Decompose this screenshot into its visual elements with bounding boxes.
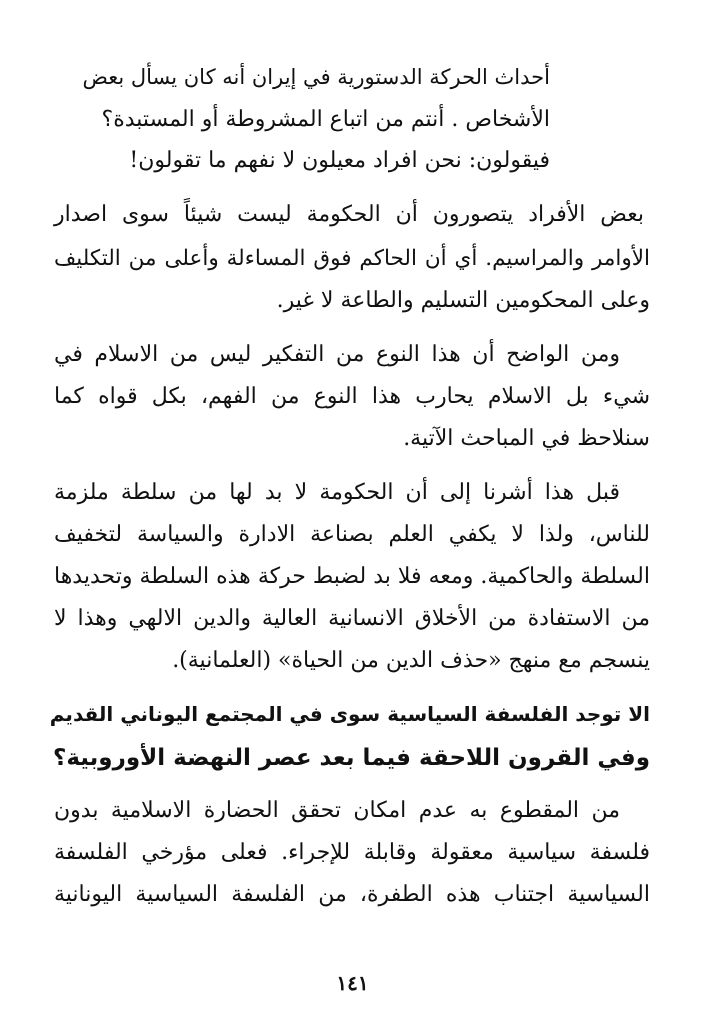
- paragraph-line: سنلاحظ في المباحث الآتية.: [403, 426, 650, 451]
- quote-line: الأشخاص . أنتم من اتباع المشروطة أو المستبدة؟: [101, 107, 550, 132]
- quote-line: فيقولون: نحن افراد معيلون لا نفهم ما تقولون!: [129, 148, 550, 173]
- paragraph-line: الأوامر والمراسيم. أي أن الحاكم فوق المساءلة وأعلى من التكليف: [54, 246, 650, 271]
- paragraph-line: السياسية اجتناب هذه الطفرة، من الفلسفة السياسية اليونانية: [54, 882, 650, 907]
- paragraph-line: بعض الأفراد يتصورون أن الحكومة ليست شيئاً سوى اصدار: [54, 202, 644, 227]
- paragraph-line: ومن الواضح أن هذا النوع من التفكير ليس من الاسلام في: [54, 342, 620, 367]
- heading-line: الا توجد الفلسفة السياسية سوى في المجتمع اليوناني القديم: [49, 702, 650, 726]
- paragraph-line: السلطة والحاكمية. ومعه فلا بد لضبط حركة هذه السلطة وتحديدها: [54, 564, 650, 589]
- page-number: ١٤١: [336, 971, 369, 995]
- paragraph-line: للناس، ولذا لا يكفي العلم بصناعة الادارة والسياسة لتخفيف: [54, 522, 650, 547]
- paragraph-line: وعلى المحكومين التسليم والطاعة لا غير.: [276, 288, 650, 313]
- paragraph-line: شيء بل الاسلام يحارب هذا النوع من الفهم، بكل قواه كما: [54, 384, 650, 409]
- paragraph-line: قبل هذا أشرنا إلى أن الحكومة لا بد لها من سلطة ملزمة: [54, 480, 620, 505]
- paragraph-line: من الاستفادة من الأخلاق الانسانية العالية والدين الالهي وهذا لا: [54, 606, 650, 631]
- paragraph-line: ينسجم مع منهج «حذف الدين من الحياة» (العلمانية).: [172, 648, 650, 673]
- paragraph-line: من المقطوع به عدم امكان تحقق الحضارة الاسلامية بدون: [54, 798, 620, 823]
- heading-line: وفي القرون اللاحقة فيما بعد عصر النهضة الأوروبية؟: [52, 745, 650, 771]
- paragraph-line: فلسفة سياسية معقولة وقابلة للإجراء. فعلى مؤرخي الفلسفة: [54, 840, 650, 865]
- quote-line: أحداث الحركة الدستورية في إيران أنه كان يسأل بعض: [82, 65, 550, 89]
